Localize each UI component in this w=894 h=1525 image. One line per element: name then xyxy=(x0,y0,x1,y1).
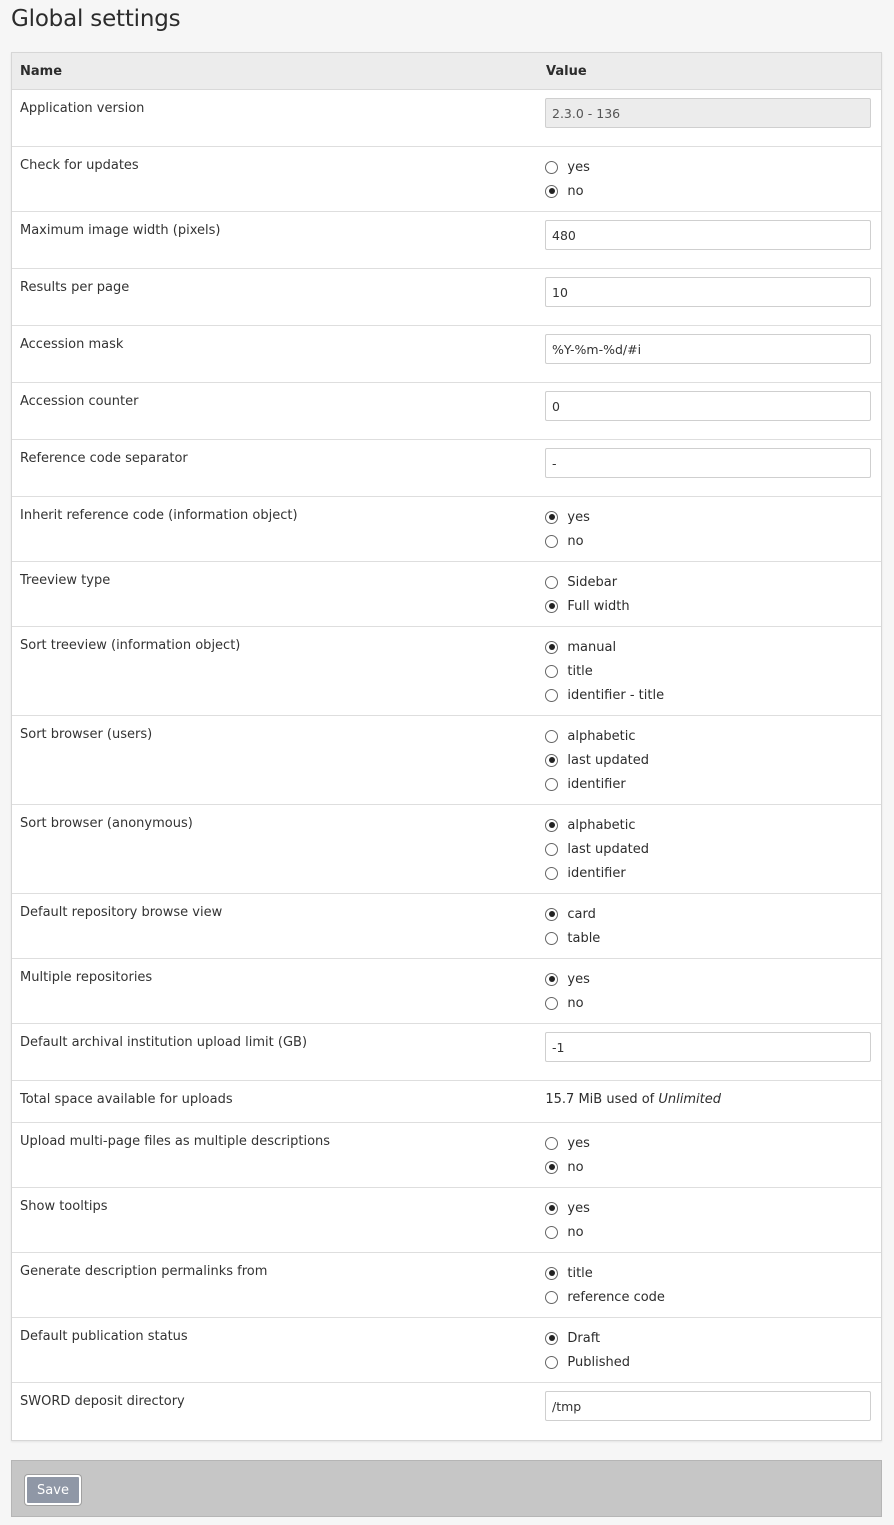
table-header xyxy=(12,53,881,90)
setting-row-total-space xyxy=(12,1081,881,1123)
radio-button[interactable] xyxy=(545,641,558,654)
radio-label: no xyxy=(567,1224,584,1240)
radio-option-check-updates-no[interactable] xyxy=(545,179,871,203)
radio-option-multipage-yes[interactable] xyxy=(545,1131,871,1155)
radio-button[interactable] xyxy=(545,665,558,678)
max-image-width-input[interactable]: 480 xyxy=(545,220,871,250)
radio-option-inherit-yes[interactable] xyxy=(545,505,871,529)
setting-label: Default repository browse view xyxy=(20,905,223,920)
radio-label: yes xyxy=(567,1200,590,1216)
radio-option-repo-view-card[interactable] xyxy=(545,902,871,926)
radio-button[interactable] xyxy=(545,819,558,832)
setting-label: Show tooltips xyxy=(20,1199,108,1214)
accession-mask-input[interactable]: %Y-%m-%d/#i xyxy=(545,334,871,364)
accession-counter-input[interactable]: 0 xyxy=(545,391,871,421)
radio-option-treeview-sidebar[interactable] xyxy=(545,570,871,594)
sort-treeview-radio-group xyxy=(545,627,881,715)
setting-label: Results per page xyxy=(20,280,130,295)
radio-label: Sidebar xyxy=(567,574,618,590)
setting-row-results-per-page xyxy=(12,269,881,326)
radio-button[interactable] xyxy=(545,511,558,524)
setting-label: Application version xyxy=(20,101,145,116)
setting-row-multiple-repos xyxy=(12,959,881,1024)
radio-label: no xyxy=(567,533,584,549)
radio-option-tooltips-no[interactable] xyxy=(545,1220,871,1244)
radio-label: reference code xyxy=(567,1289,665,1305)
multiple-repos-radio-group xyxy=(545,959,881,1023)
space-used-text: 15.7 MiB used of xyxy=(545,1092,655,1107)
radio-label: Draft xyxy=(567,1330,601,1346)
radio-option-status-draft[interactable] xyxy=(545,1326,871,1350)
radio-button[interactable] xyxy=(545,576,558,589)
upload-limit-input[interactable]: -1 xyxy=(545,1032,871,1062)
setting-row-sort-treeview xyxy=(12,627,881,716)
radio-label: table xyxy=(567,930,601,946)
radio-label: identifier - title xyxy=(567,687,665,703)
radio-option-multipage-no[interactable] xyxy=(545,1155,871,1179)
radio-option-multiple-repos-yes[interactable] xyxy=(545,967,871,991)
radio-option-users-alphabetic[interactable] xyxy=(545,724,871,748)
radio-button[interactable] xyxy=(545,1356,558,1369)
radio-button[interactable] xyxy=(545,867,558,880)
setting-row-treeview-type xyxy=(12,562,881,627)
setting-label: Default archival institution upload limit (GB) xyxy=(20,1035,308,1050)
radio-label: yes xyxy=(567,159,590,175)
setting-label: Treeview type xyxy=(20,573,111,588)
radio-button[interactable] xyxy=(545,997,558,1010)
radio-label: no xyxy=(567,995,584,1011)
settings-table xyxy=(11,52,882,1441)
setting-label: Reference code separator xyxy=(20,451,188,466)
radio-option-multiple-repos-no[interactable] xyxy=(545,991,871,1015)
setting-label: Check for updates xyxy=(20,158,139,173)
radio-option-sort-treeview-identifier-title[interactable] xyxy=(545,683,871,707)
show-tooltips-radio-group xyxy=(545,1188,881,1252)
radio-option-status-published[interactable] xyxy=(545,1350,871,1374)
radio-option-anon-alphabetic[interactable] xyxy=(545,813,871,837)
radio-option-repo-view-table[interactable] xyxy=(545,926,871,950)
results-per-page-input[interactable]: 10 xyxy=(545,277,871,307)
radio-button[interactable] xyxy=(545,932,558,945)
check-updates-radio-group xyxy=(545,147,881,211)
radio-button[interactable] xyxy=(545,1202,558,1215)
radio-option-check-updates-yes[interactable] xyxy=(545,155,871,179)
radio-button[interactable] xyxy=(545,689,558,702)
radio-button[interactable] xyxy=(545,1137,558,1150)
inherit-ref-code-radio-group xyxy=(545,497,881,561)
treeview-type-radio-group xyxy=(545,562,881,626)
setting-row-ref-code-separator xyxy=(12,440,881,497)
setting-label: Generate description permalinks from xyxy=(20,1264,268,1279)
setting-label: Sort browser (anonymous) xyxy=(20,816,193,831)
radio-label: yes xyxy=(567,509,590,525)
setting-row-default-repo-view xyxy=(12,894,881,959)
radio-button[interactable] xyxy=(545,754,558,767)
header-value: Value xyxy=(546,63,587,79)
sort-browser-anon-radio-group xyxy=(545,805,881,893)
sort-browser-users-radio-group xyxy=(545,716,881,804)
radio-button[interactable] xyxy=(545,973,558,986)
setting-label: Inherit reference code (information object) xyxy=(20,508,298,523)
radio-label: no xyxy=(567,183,584,199)
radio-button[interactable] xyxy=(545,843,558,856)
radio-button[interactable] xyxy=(545,778,558,791)
radio-label: card xyxy=(567,906,596,922)
radio-option-inherit-no[interactable] xyxy=(545,529,871,553)
radio-button[interactable] xyxy=(545,600,558,613)
radio-option-users-last-updated[interactable] xyxy=(545,748,871,772)
setting-row-check-updates xyxy=(12,147,881,212)
setting-row-max-image-width xyxy=(12,212,881,269)
radio-label: identifier xyxy=(567,776,626,792)
sword-dir-input[interactable]: /tmp xyxy=(545,1391,871,1421)
radio-label: alphabetic xyxy=(567,817,636,833)
radio-option-anon-identifier[interactable] xyxy=(545,861,871,885)
radio-label: identifier xyxy=(567,865,626,881)
setting-label: Sort treeview (information object) xyxy=(20,638,241,653)
radio-option-anon-last-updated[interactable] xyxy=(545,837,871,861)
radio-label: no xyxy=(567,1159,584,1175)
radio-option-sort-treeview-manual[interactable] xyxy=(545,635,871,659)
ref-code-separator-input[interactable]: - xyxy=(545,448,871,478)
setting-label: Total space available for uploads xyxy=(20,1092,233,1107)
setting-label: Sort browser (users) xyxy=(20,727,153,742)
setting-row-accession-counter xyxy=(12,383,881,440)
setting-row-upload-limit xyxy=(12,1024,881,1081)
setting-row-permalinks-from xyxy=(12,1253,881,1318)
radio-label: alphabetic xyxy=(567,728,636,744)
radio-label: title xyxy=(567,663,593,679)
permalinks-from-radio-group xyxy=(545,1253,881,1317)
setting-label: SWORD deposit directory xyxy=(20,1394,185,1409)
setting-row-app-version xyxy=(12,90,881,147)
radio-button[interactable] xyxy=(545,1161,558,1174)
setting-label: Multiple repositories xyxy=(20,970,153,985)
multipage-upload-radio-group xyxy=(545,1123,881,1187)
setting-label: Maximum image width (pixels) xyxy=(20,223,221,238)
radio-option-treeview-full-width[interactable] xyxy=(545,594,871,618)
actions-bar xyxy=(11,1460,882,1517)
radio-button[interactable] xyxy=(545,908,558,921)
radio-button[interactable] xyxy=(545,1291,558,1304)
radio-option-permalinks-title[interactable] xyxy=(545,1261,871,1285)
setting-row-sword-dir xyxy=(12,1383,881,1440)
default-repo-view-radio-group xyxy=(545,894,881,958)
setting-label: Accession mask xyxy=(20,337,124,352)
radio-button[interactable] xyxy=(545,535,558,548)
app-version-input: 2.3.0 - 136 xyxy=(545,98,871,128)
radio-button[interactable] xyxy=(545,1226,558,1239)
radio-option-users-identifier[interactable] xyxy=(545,772,871,796)
setting-label: Upload multi-page files as multiple descriptions xyxy=(20,1134,331,1149)
radio-label: yes xyxy=(567,1135,590,1151)
radio-option-tooltips-yes[interactable] xyxy=(545,1196,871,1220)
setting-row-accession-mask xyxy=(12,326,881,383)
radio-label: manual xyxy=(567,639,617,655)
publication-status-radio-group xyxy=(545,1318,881,1382)
radio-button[interactable] xyxy=(545,185,558,198)
setting-row-sort-browser-users xyxy=(12,716,881,805)
radio-label: last updated xyxy=(567,841,650,857)
total-space-value xyxy=(545,1081,881,1122)
radio-button[interactable] xyxy=(545,1267,558,1280)
setting-row-inherit-ref-code xyxy=(12,497,881,562)
setting-label: Default publication status xyxy=(20,1329,188,1344)
radio-button[interactable] xyxy=(545,1332,558,1345)
radio-label: yes xyxy=(567,971,590,987)
setting-label: Accession counter xyxy=(20,394,139,409)
radio-label: Published xyxy=(567,1354,630,1370)
setting-row-multipage-upload xyxy=(12,1123,881,1188)
radio-label: last updated xyxy=(567,752,650,768)
setting-row-sort-browser-anon xyxy=(12,805,881,894)
radio-button[interactable] xyxy=(545,730,558,743)
space-limit-text: Unlimited xyxy=(658,1092,722,1107)
radio-option-sort-treeview-title[interactable] xyxy=(545,659,871,683)
page-title: Global settings xyxy=(11,6,181,32)
save-button[interactable]: Save xyxy=(25,1475,81,1505)
setting-row-publication-status xyxy=(12,1318,881,1383)
setting-row-show-tooltips xyxy=(12,1188,881,1253)
radio-label: Full width xyxy=(567,598,630,614)
radio-option-permalinks-reference-code[interactable] xyxy=(545,1285,871,1309)
header-name: Name xyxy=(20,63,63,79)
radio-label: title xyxy=(567,1265,593,1281)
radio-button[interactable] xyxy=(545,161,558,174)
